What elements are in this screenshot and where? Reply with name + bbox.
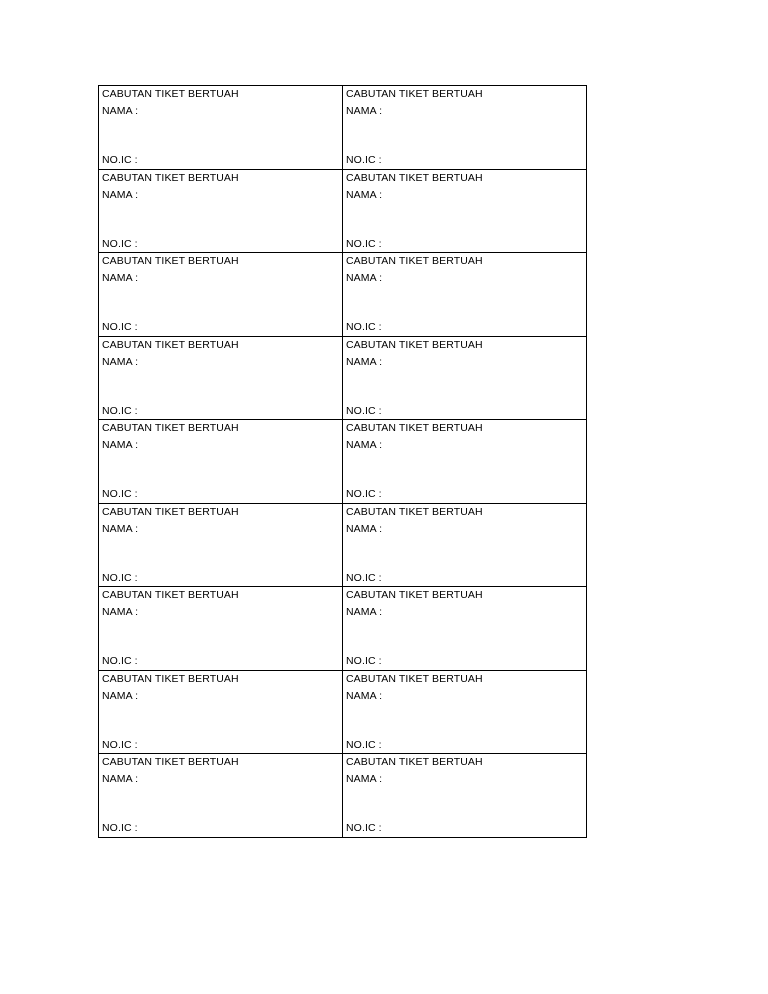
ticket-title: CABUTAN TIKET BERTUAH [102, 589, 239, 601]
ticket-cell [99, 86, 343, 170]
lucky-draw-ticket [343, 420, 586, 503]
ticket-row [99, 587, 587, 671]
ticket-cell [343, 503, 587, 587]
ticket-title: CABUTAN TIKET BERTUAH [346, 338, 483, 351]
ic-number-label: NO.IC : [102, 237, 138, 250]
ticket-title: CABUTAN TIKET BERTUAH [346, 756, 483, 768]
name-label: NAMA : [102, 689, 139, 702]
ticket-grid-body [99, 86, 587, 838]
ic-number-label: NO.IC : [102, 822, 138, 834]
lucky-draw-ticket [99, 253, 342, 336]
name-label: NAMA : [102, 105, 139, 117]
ic-number-label: NO.IC : [346, 738, 382, 751]
name-label: NAMA : [346, 188, 383, 201]
lucky-draw-ticket [343, 504, 586, 587]
ticket-cell [343, 670, 587, 754]
ticket-title: CABUTAN TIKET BERTUAH [346, 255, 483, 267]
lucky-draw-ticket [343, 587, 586, 670]
ticket-cell [343, 587, 587, 671]
name-label: NAMA : [346, 439, 383, 451]
ticket-row [99, 169, 587, 253]
name-label: NAMA : [346, 522, 383, 535]
ticket-title: CABUTAN TIKET BERTUAH [346, 589, 483, 601]
ic-number-label: NO.IC : [346, 571, 382, 584]
ticket-row [99, 253, 587, 337]
ic-number-label: NO.IC : [346, 822, 382, 834]
ticket-title: CABUTAN TIKET BERTUAH [102, 505, 239, 518]
lucky-draw-ticket [99, 86, 342, 169]
name-label: NAMA : [346, 105, 383, 117]
ic-number-label: NO.IC : [346, 321, 382, 333]
ticket-row [99, 336, 587, 420]
ticket-row [99, 503, 587, 587]
name-label: NAMA : [102, 522, 139, 535]
ticket-cell [343, 169, 587, 253]
ticket-cell [99, 336, 343, 420]
lucky-draw-ticket [99, 420, 342, 503]
ticket-title: CABUTAN TIKET BERTUAH [102, 171, 239, 184]
ticket-title: CABUTAN TIKET BERTUAH [346, 672, 483, 685]
ic-number-label: NO.IC : [102, 321, 138, 333]
ticket-title: CABUTAN TIKET BERTUAH [346, 505, 483, 518]
ticket-row [99, 670, 587, 754]
ticket-cell [99, 754, 343, 838]
ticket-cell [99, 587, 343, 671]
name-label: NAMA : [346, 606, 383, 618]
ticket-title: CABUTAN TIKET BERTUAH [346, 422, 483, 434]
ticket-cell [99, 169, 343, 253]
name-label: NAMA : [102, 272, 139, 284]
ticket-cell [99, 253, 343, 337]
ticket-title: CABUTAN TIKET BERTUAH [346, 88, 483, 100]
lucky-draw-ticket [343, 170, 586, 253]
ticket-title: CABUTAN TIKET BERTUAH [102, 672, 239, 685]
ic-number-label: NO.IC : [102, 655, 138, 667]
lucky-draw-ticket [99, 504, 342, 587]
lucky-draw-ticket [99, 671, 342, 754]
lucky-draw-ticket [99, 337, 342, 420]
ticket-cell [343, 754, 587, 838]
ic-number-label: NO.IC : [346, 154, 382, 166]
ticket-title: CABUTAN TIKET BERTUAH [102, 422, 239, 434]
ic-number-label: NO.IC : [346, 655, 382, 667]
ticket-grid [98, 85, 587, 838]
name-label: NAMA : [346, 272, 383, 284]
ticket-title: CABUTAN TIKET BERTUAH [102, 338, 239, 351]
ticket-row [99, 86, 587, 170]
lucky-draw-ticket [343, 754, 586, 837]
name-label: NAMA : [102, 355, 139, 368]
lucky-draw-ticket [343, 253, 586, 336]
lucky-draw-ticket [343, 337, 586, 420]
ic-number-label: NO.IC : [102, 488, 138, 500]
ic-number-label: NO.IC : [102, 404, 138, 417]
ticket-title: CABUTAN TIKET BERTUAH [102, 255, 239, 267]
ticket-cell [343, 420, 587, 504]
ticket-title: CABUTAN TIKET BERTUAH [346, 171, 483, 184]
lucky-draw-ticket [99, 754, 342, 837]
ticket-row [99, 420, 587, 504]
ic-number-label: NO.IC : [102, 571, 138, 584]
lucky-draw-ticket [99, 170, 342, 253]
name-label: NAMA : [102, 439, 139, 451]
ic-number-label: NO.IC : [346, 237, 382, 250]
name-label: NAMA : [102, 773, 139, 785]
ticket-cell [343, 336, 587, 420]
ic-number-label: NO.IC : [102, 154, 138, 166]
lucky-draw-ticket [343, 86, 586, 169]
ic-number-label: NO.IC : [346, 404, 382, 417]
name-label: NAMA : [102, 188, 139, 201]
ticket-cell [99, 670, 343, 754]
ticket-title: CABUTAN TIKET BERTUAH [102, 88, 239, 100]
ic-number-label: NO.IC : [346, 488, 382, 500]
ticket-title: CABUTAN TIKET BERTUAH [102, 756, 239, 768]
ticket-cell [343, 253, 587, 337]
lucky-draw-ticket [99, 587, 342, 670]
name-label: NAMA : [102, 606, 139, 618]
name-label: NAMA : [346, 355, 383, 368]
ticket-row [99, 754, 587, 838]
name-label: NAMA : [346, 689, 383, 702]
ic-number-label: NO.IC : [102, 738, 138, 751]
name-label: NAMA : [346, 773, 383, 785]
ticket-cell [99, 503, 343, 587]
ticket-cell [343, 86, 587, 170]
ticket-cell [99, 420, 343, 504]
lucky-draw-ticket [343, 671, 586, 754]
